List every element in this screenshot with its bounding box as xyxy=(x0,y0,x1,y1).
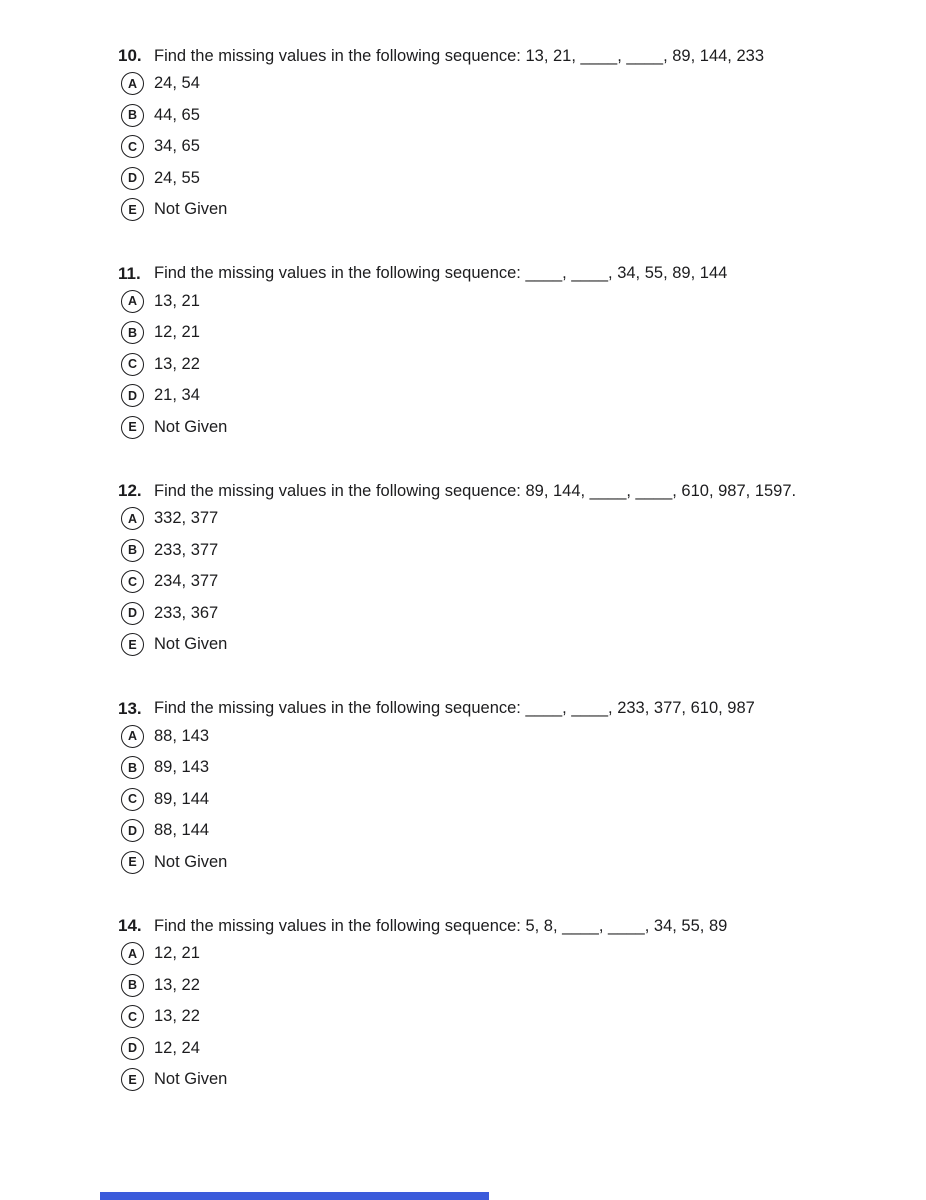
option-label: 233, 377 xyxy=(154,540,219,559)
option-label: Not Given xyxy=(154,852,228,871)
answer-option[interactable] xyxy=(118,815,838,847)
option-label: 13, 22 xyxy=(154,1007,200,1026)
answer-option[interactable] xyxy=(118,68,838,100)
option-label: 44, 65 xyxy=(154,105,200,124)
option-letter-badge[interactable]: C xyxy=(121,570,144,593)
answer-option[interactable] xyxy=(118,1064,838,1096)
answer-option[interactable] xyxy=(118,535,838,567)
option-label: 13, 22 xyxy=(154,354,200,373)
option-label: 12, 21 xyxy=(154,944,200,963)
answer-option[interactable] xyxy=(118,1033,838,1065)
question-block xyxy=(118,479,838,661)
answer-option[interactable] xyxy=(118,752,838,784)
option-letter-badge[interactable]: D xyxy=(121,819,144,842)
option-label: Not Given xyxy=(154,1070,228,1089)
option-letter-badge[interactable]: A xyxy=(121,507,144,530)
option-letter-badge[interactable]: D xyxy=(121,1037,144,1060)
option-letter-badge[interactable]: A xyxy=(121,725,144,748)
answer-option[interactable] xyxy=(118,847,838,879)
question-block xyxy=(118,44,838,226)
answer-option[interactable] xyxy=(118,970,838,1002)
option-letter-badge[interactable]: B xyxy=(121,756,144,779)
option-letter-badge[interactable]: B xyxy=(121,104,144,127)
question-number: 12. xyxy=(118,481,142,500)
question-block xyxy=(118,262,838,444)
answer-option[interactable] xyxy=(118,721,838,753)
option-label: 332, 377 xyxy=(154,509,219,528)
option-label: 12, 21 xyxy=(154,323,200,342)
question-block xyxy=(118,914,838,1096)
option-letter-badge[interactable]: B xyxy=(121,321,144,344)
answer-option[interactable] xyxy=(118,131,838,163)
option-letter-badge[interactable]: C xyxy=(121,135,144,158)
option-letter-badge[interactable]: E xyxy=(121,1068,144,1091)
question-row xyxy=(118,262,838,286)
option-label: 13, 21 xyxy=(154,291,200,310)
option-letter-badge[interactable]: E xyxy=(121,851,144,874)
question-text: Find the missing values in the following sequence: ____, ____, 233, 377, 610, 987 xyxy=(154,699,755,717)
answer-option[interactable] xyxy=(118,598,838,630)
answer-option[interactable] xyxy=(118,380,838,412)
option-letter-badge[interactable]: A xyxy=(121,72,144,95)
question-text: Find the missing values in the following sequence: 5, 8, ____, ____, 34, 55, 89 xyxy=(154,916,728,935)
question-row xyxy=(118,44,838,68)
question-block xyxy=(118,697,838,879)
question-text: Find the missing values in the following sequence: 89, 144, ____, ____, 610, 987, 1597. xyxy=(154,481,797,500)
option-label: 89, 143 xyxy=(154,758,210,777)
option-label: 24, 54 xyxy=(154,74,200,93)
question-row xyxy=(118,697,838,721)
answer-option[interactable] xyxy=(118,412,838,444)
option-letter-badge[interactable]: C xyxy=(121,353,144,376)
option-letter-badge[interactable]: D xyxy=(121,167,144,190)
answer-option[interactable] xyxy=(118,286,838,318)
page-bottom-accent-bar xyxy=(100,1192,489,1200)
option-letter-badge[interactable]: A xyxy=(121,942,144,965)
answer-option[interactable] xyxy=(118,194,838,226)
option-letter-badge[interactable]: E xyxy=(121,198,144,221)
answer-option[interactable] xyxy=(118,938,838,970)
option-letter-badge[interactable]: E xyxy=(121,416,144,439)
question-number: 10. xyxy=(118,46,142,65)
question-list xyxy=(118,44,838,1132)
question-row xyxy=(118,914,838,938)
option-label: 24, 55 xyxy=(154,168,200,187)
option-letter-badge[interactable]: C xyxy=(121,1005,144,1028)
answer-option[interactable] xyxy=(118,100,838,132)
option-label: 88, 143 xyxy=(154,726,210,745)
option-letter-badge[interactable]: E xyxy=(121,633,144,656)
answer-option[interactable] xyxy=(118,349,838,381)
option-label: Not Given xyxy=(154,200,228,219)
option-label: 12, 24 xyxy=(154,1038,200,1057)
answer-option[interactable] xyxy=(118,163,838,195)
option-label: 34, 65 xyxy=(154,137,200,156)
option-label: Not Given xyxy=(154,635,228,654)
option-letter-badge[interactable]: C xyxy=(121,788,144,811)
question-number: 14. xyxy=(118,916,142,935)
answer-option[interactable] xyxy=(118,629,838,661)
option-letter-badge[interactable]: D xyxy=(121,384,144,407)
answer-option[interactable] xyxy=(118,784,838,816)
option-label: 234, 377 xyxy=(154,572,219,591)
answer-option[interactable] xyxy=(118,1001,838,1033)
question-number: 13. xyxy=(118,698,142,718)
option-letter-badge[interactable]: B xyxy=(121,539,144,562)
question-row xyxy=(118,479,838,503)
option-letter-badge[interactable]: B xyxy=(121,974,144,997)
option-label: 233, 367 xyxy=(154,603,219,622)
question-text: Find the missing values in the following sequence: 13, 21, ____, ____, 89, 144, 233 xyxy=(154,46,765,65)
option-label: 88, 144 xyxy=(154,821,210,840)
option-letter-badge[interactable]: A xyxy=(121,290,144,313)
option-label: 21, 34 xyxy=(154,386,200,405)
option-letter-badge[interactable]: D xyxy=(121,602,144,625)
question-text: Find the missing values in the following sequence: ____, ____, 34, 55, 89, 144 xyxy=(154,264,728,282)
answer-option[interactable] xyxy=(118,503,838,535)
answer-option[interactable] xyxy=(118,317,838,349)
question-number: 11. xyxy=(118,263,141,283)
option-label: 13, 22 xyxy=(154,975,200,994)
answer-option[interactable] xyxy=(118,566,838,598)
option-label: 89, 144 xyxy=(154,789,210,808)
option-label: Not Given xyxy=(154,417,228,436)
